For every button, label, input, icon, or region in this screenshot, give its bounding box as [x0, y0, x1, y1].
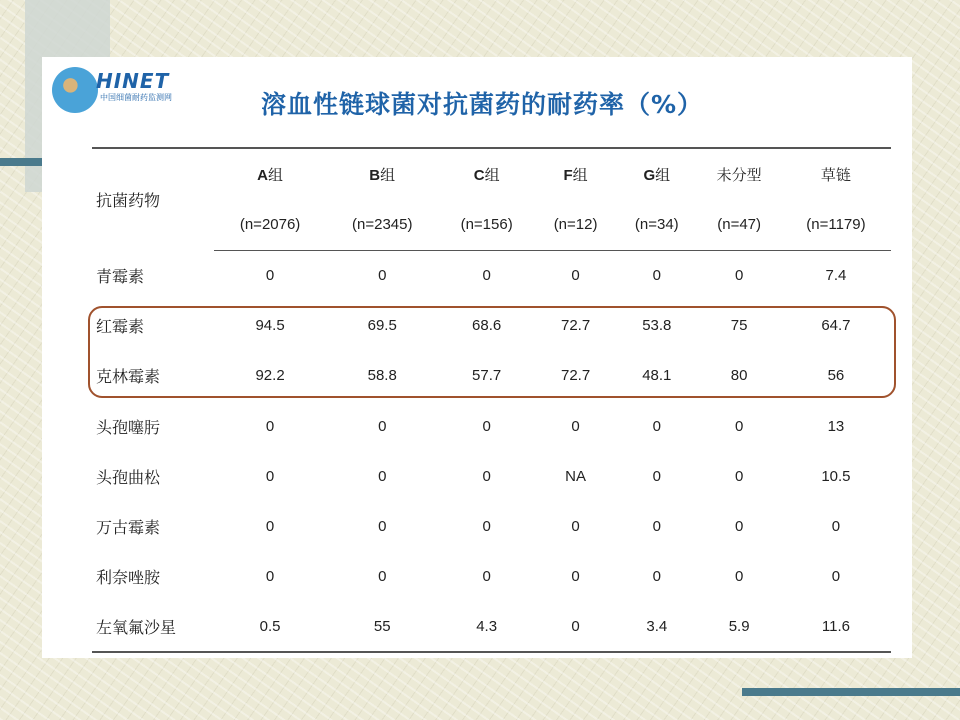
value-cell: 53.8 — [642, 316, 672, 334]
value-cell: 92.2 — [255, 367, 285, 385]
value-cell: 0 — [378, 467, 387, 485]
table-row — [92, 401, 891, 451]
value-cell: 57.7 — [472, 367, 502, 385]
value-cell: 0 — [482, 467, 491, 485]
value-cell: 55 — [326, 602, 438, 652]
drug-name-cell: 青霉素 — [96, 266, 145, 286]
resistance-table — [92, 147, 891, 653]
value-cell: 0 — [378, 266, 387, 284]
group-header: G组 — [643, 167, 671, 184]
value-cell: 10.5 — [821, 467, 851, 485]
value-cell: 0 — [652, 417, 661, 435]
drug-name-cell: 头孢曲松 — [96, 467, 161, 487]
slide-title: 溶血性链球菌对抗菌药的耐药率（%） — [260, 90, 704, 119]
value-cell: 48.1 — [642, 367, 672, 385]
value-cell: 0 — [571, 518, 580, 536]
value-cell: 0 — [265, 568, 275, 586]
group-count: (n=2076) — [214, 200, 326, 250]
value-cell: 0 — [265, 467, 275, 485]
group-header: B组 — [369, 167, 396, 184]
drug-name-cell: 头孢噻肟 — [96, 417, 161, 437]
value-cell: 0 — [482, 417, 491, 435]
group-count: (n=12) — [535, 200, 616, 250]
value-cell: 94.5 — [255, 316, 285, 334]
group-header: A组 — [257, 167, 283, 184]
value-cell: 56 — [827, 367, 845, 385]
value-cell: 0 — [734, 266, 744, 284]
value-cell: 0 — [734, 417, 744, 435]
value-cell: 0 — [734, 467, 744, 485]
value-cell: 0 — [831, 568, 841, 586]
table-row — [92, 250, 891, 300]
value-cell: 5.9 — [697, 602, 780, 652]
value-cell: 0 — [482, 266, 491, 284]
value-cell: 58.8 — [367, 367, 397, 385]
table-row — [92, 552, 891, 602]
decorative-bar-right — [742, 688, 960, 696]
table-header-row-groups — [92, 148, 891, 200]
logo-subtitle: 中国细菌耐药监测网 — [100, 93, 172, 102]
value-cell: 68.6 — [472, 316, 502, 334]
value-cell: 0 — [482, 518, 491, 536]
drug-name-cell: 万古霉素 — [96, 518, 161, 538]
table-row — [92, 501, 891, 551]
value-cell: 0 — [652, 467, 661, 485]
group-header: C组 — [473, 167, 500, 184]
group-header: 未分型 — [716, 167, 762, 184]
drug-column-header: 抗菌药物 — [96, 191, 161, 210]
value-cell: 3.4 — [616, 602, 697, 652]
drug-name-cell: 克林霉素 — [96, 367, 161, 387]
group-count: (n=1179) — [781, 200, 891, 250]
value-cell: 0 — [571, 568, 580, 586]
value-cell: 0 — [831, 518, 841, 536]
value-cell: 0 — [265, 417, 275, 435]
value-cell: 64.7 — [821, 316, 851, 334]
value-cell: 4.3 — [438, 602, 535, 652]
value-cell: 0 — [482, 568, 491, 586]
value-cell: 0 — [571, 417, 580, 435]
table-row — [92, 602, 891, 652]
value-cell: 72.7 — [560, 367, 591, 385]
value-cell: 0 — [265, 266, 275, 284]
value-cell: 0 — [571, 266, 580, 284]
drug-name-cell: 红霉素 — [96, 316, 145, 336]
table-row — [92, 451, 891, 501]
drug-name-cell: 左氧氟沙星 — [92, 602, 214, 652]
group-header: 草链 — [820, 167, 851, 184]
value-cell: 80 — [730, 367, 748, 385]
value-cell: NA — [565, 467, 586, 485]
value-cell: 75 — [730, 316, 748, 334]
table-row — [92, 351, 891, 401]
value-cell: 0 — [378, 518, 387, 536]
value-cell: 0 — [378, 568, 387, 586]
value-cell: 0 — [734, 518, 744, 536]
drug-name-cell: 利奈唑胺 — [96, 568, 161, 588]
logo-wordmark: HINET — [96, 69, 170, 93]
group-count: (n=2345) — [326, 200, 438, 250]
value-cell: 0 — [652, 568, 661, 586]
group-header: F组 — [563, 167, 588, 184]
table-row — [92, 300, 891, 350]
value-cell: 13 — [827, 417, 845, 435]
value-cell: 0 — [734, 568, 744, 586]
value-cell: 0 — [265, 518, 275, 536]
value-cell: 0 — [378, 417, 387, 435]
value-cell: 7.4 — [825, 266, 847, 284]
group-count: (n=47) — [697, 200, 780, 250]
value-cell: 69.5 — [367, 316, 397, 334]
value-cell: 0.5 — [214, 602, 326, 652]
value-cell: 0 — [652, 266, 661, 284]
value-cell: 0 — [652, 518, 661, 536]
group-count: (n=156) — [438, 200, 535, 250]
group-count: (n=34) — [616, 200, 697, 250]
value-cell: 0 — [535, 602, 616, 652]
value-cell: 11.6 — [781, 602, 891, 652]
value-cell: 72.7 — [560, 316, 591, 334]
slide — [42, 57, 912, 658]
